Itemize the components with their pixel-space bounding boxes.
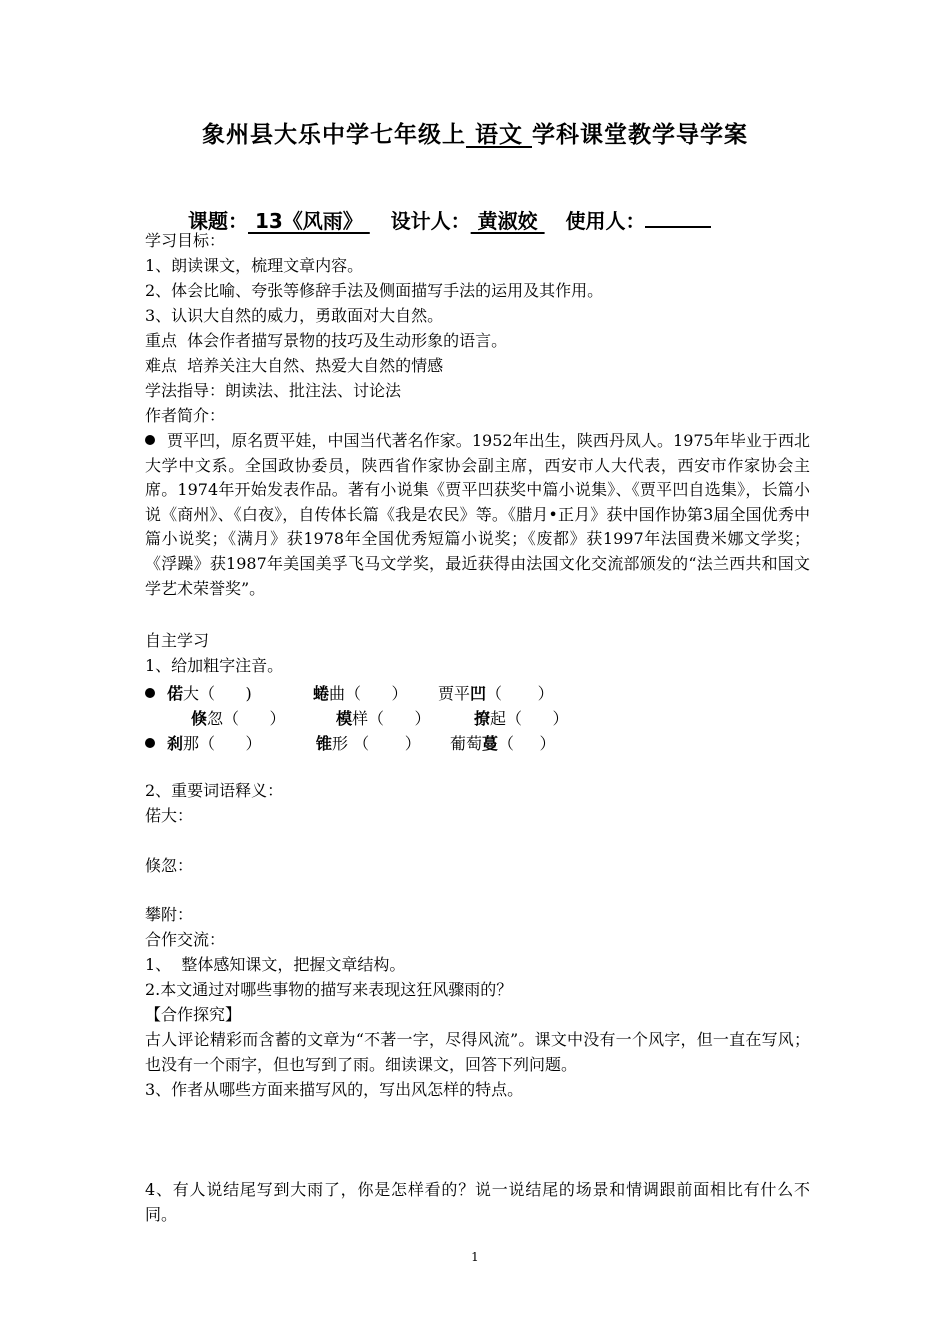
pinyin-item: 葡萄蔓（ ） [450,734,556,753]
author-bio-text: 贾平凹，原名贾平娃，中国当代著名作家。1952年出生，陕西丹凤人。1975年毕业于西北大学中文系。全国政协委员，陕西省作家协会副主席，西安市人大代表，西安市作家协会主席。1974年开始发表作品。著有小说集《贾平凹获奖中篇小说集》、《贾平凹自选集》，长篇小说《商州》、《白夜》，自传体长篇《我是农民》等。《腊月•正月》获中国作协第3届全国优秀中篇小说奖；《满月》获1978年全国优秀短篇小说奖；《废都》获1997年法国费米娜文学奖；《浮躁》获1987年美国美孚飞马文学奖，最近获得由法国文化交流部颁发的“法兰西共和国文学艺术荣誉奖”。 [145,431,810,598]
page-title [0,116,950,149]
key-point: 重点 体会作者描写景物的技巧及生动形象的语言。 [145,331,508,350]
cooperation-heading: 合作交流： [145,930,226,949]
cooperation-question: 4、有人说结尾写到大雨了，你是怎样看的？说一说结尾的场景和情调跟前面相比有什么不同。 [145,1180,810,1224]
pinyin-item: 蜷曲（ ） [313,684,408,703]
author-bio [145,429,810,601]
objective-item: 1、朗读课文，梳理文章内容。 [145,256,364,275]
title-doc-type: 学科课堂教学导学案 [532,122,748,148]
objectives-heading: 学习目标： [145,231,226,250]
objective-item: 3、认识大自然的威力，勇敢面对大自然。 [145,306,444,325]
topic-label: 课题： [188,209,248,233]
pinyin-item: 模样（ ） [336,709,431,728]
explore-text: 古人评论精彩而含蓄的文章为“不著一字，尽得风流”。课文中没有一个风字，但一直在写风；也没有一个雨字，但也写到了雨。细读课文，回答下列问题。 [145,1030,810,1074]
user-label: 使用人： [565,209,646,233]
designer-label: 设计人： [390,209,471,233]
bullet-icon [145,738,155,748]
bullet-icon [145,435,155,445]
designer-value: 黄淑姣 [470,209,545,233]
vocab-word: 攀附： [145,905,194,924]
study-method: 学法指导：朗读法、批注法、讨论法 [145,381,402,400]
self-study-heading: 自主学习 [145,631,210,650]
cooperation-question: 3、作者从哪些方面来描写风的，写出风怎样的特点。 [145,1080,524,1099]
title-school: 象州县大乐中学七年级上 [201,122,466,148]
user-blank [645,208,711,228]
bullet-icon [145,688,155,698]
lesson-meta [188,205,711,234]
title-subject: 语文 [465,122,532,148]
cooperation-question: 1、 整体感知课文，把握文章结构。 [145,955,406,974]
vocab-question: 2、重要词语释义： [145,781,284,800]
explore-heading: 【合作探究】 [145,1005,242,1024]
objective-item: 2、体会比喻、夸张等修辞手法及侧面描写手法的运用及其作用。 [145,281,604,300]
pinyin-item: 刹那（ ） [145,731,262,754]
topic-value: 13《风雨》 [248,209,370,233]
page-number: 1 [471,1250,479,1264]
vocab-word: 偌大： [145,806,194,825]
pinyin-item: 偌大（ ) [145,681,252,704]
pinyin-item: 锥形 （ ） [316,734,421,753]
cooperation-question: 2.本文通过对哪些事物的描写来表现这狂风骤雨的？ [145,980,513,999]
vocab-word: 倏忽： [145,856,194,875]
pinyin-item: 撩起（ ） [474,709,569,728]
author-heading: 作者简介： [145,406,226,425]
pinyin-item: 贾平凹（ ） [438,684,554,703]
pinyin-item: 倏忽（ ） [191,709,286,728]
pinyin-question: 1、给加粗字注音。 [145,656,284,675]
difficulty: 难点 培养关注大自然、热爱大自然的情感 [145,356,444,375]
